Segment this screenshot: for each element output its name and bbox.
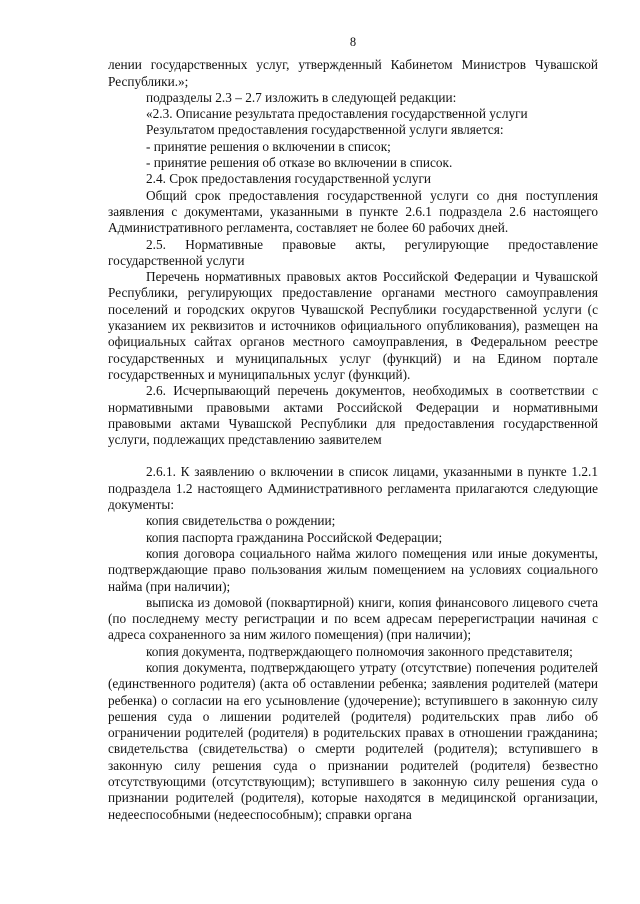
paragraph: подразделы 2.3 – 2.7 изложить в следующей редакции: [146, 89, 457, 105]
paragraph: копия паспорта гражданина Российской Федерации; [146, 529, 443, 545]
paragraph: копия документа, подтверждающего полномочия законного представителя; [146, 643, 573, 659]
paragraph: 2.6. Исчерпывающий перечень документов, необходимых в соответствии с нормативными правовыми актами Российской Федерации и нормативными правовыми актами Чувашской Республики для предоставления государственной услуги, подлежащих представлению заявителем [108, 383, 598, 448]
paragraph: - принятие решения об отказе во включении в список. [146, 155, 453, 171]
paragraph: выписка из домовой (поквартирной) книги, копия финансового лицевого счета (по последнему месту регистрации и по всем адресам перерегистрации начиная с адреса сохраненного за ним жилого помещения) (при наличии); [108, 594, 598, 643]
paragraph: Результатом предоставления государственной услуги является: [146, 122, 504, 138]
paragraph: 2.4. Срок предоставления государственной услуги [146, 171, 432, 187]
page-number: 8 [349, 35, 357, 49]
paragraph: копия документа, подтверждающего утрату (отсутствие) попечения родителей (единственного родителя) (акта об оставлении ребенка; заявления родителей (матери ребенка) о согласии на его усыновление (удочерение); вступившего в законную силу решения суда о лишении родителей (родителя) родительских прав либо об ограничении родителей (родителя) в родительских правах в отношении гражданина; свидетельства (свидетельства) о смерти родителей (родителя); вступившего в законную силу решения суда о признании родителей (родителя) безвестно отсутствующими (отсутствующим); вступившего в законную силу решения суда о признании родителей (родителя), которые находятся в медицинской организации, недееспособными (недееспособным); справки органа [108, 659, 598, 822]
paragraph: копия свидетельства о рождении; [146, 513, 336, 529]
document-body [108, 57, 598, 823]
paragraph: копия договора социального найма жилого помещения или иные документы, подтверждающие право пользования жилым помещением на условиях социального найма (при наличии); [108, 545, 598, 594]
paragraph: - принятие решения о включении в список; [146, 138, 391, 154]
paragraph: лении государственных услуг, утвержденный Кабинетом Министров Чувашской Республики.»; [108, 57, 598, 89]
paragraph: Перечень нормативных правовых актов Российской Федерации и Чувашской Республики, регулирующих предоставление органами местного самоуправления поселений и городских округов Чувашской Республики государственной услуги (с указанием их реквизитов и источников официального опубликования), размещен на официальных сайтах органов местного самоуправления, в Федеральном реестре государственных и муниципальных услуг (функций) и на Едином портале государственных и муниципальных услуг (функций). [108, 269, 598, 382]
paragraph: 2.5. Нормативные правовые акты, регулирующие предоставление государственной услуги [108, 236, 598, 268]
paragraph: 2.6.1. К заявлению о включении в список лицами, указанными в пункте 1.2.1 подраздела 1.2 настоящего Административного регламента прилагаются следующие документы: [108, 464, 598, 513]
paragraph: Общий срок предоставления государственной услуги со дня поступления заявления с документами, указанными в пункте 2.6.1 подраздела 2.6 настоящего Административного регламента, составляет не более 60 рабочих дней. [108, 187, 598, 236]
document-page [108, 34, 598, 823]
paragraph: «2.3. Описание результата предоставления государственной услуги [146, 106, 528, 122]
paragraph-spacer [108, 448, 598, 464]
